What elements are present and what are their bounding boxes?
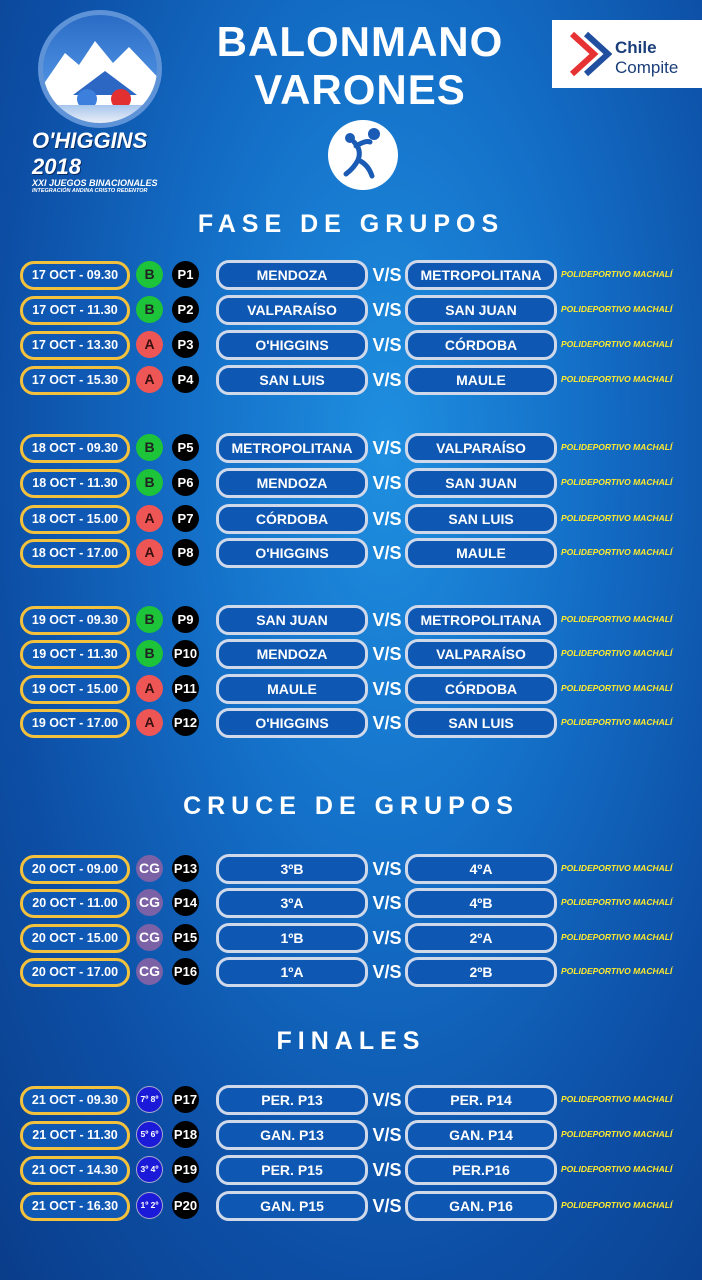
group-badge: A bbox=[136, 539, 163, 566]
match-number-badge: P14 bbox=[172, 889, 199, 916]
group-badge: A bbox=[136, 675, 163, 702]
match-date: 21 OCT - 14.30 bbox=[20, 1156, 130, 1185]
venue-label: POLIDEPORTIVO MACHALÍ bbox=[561, 374, 673, 384]
match-date: 19 OCT - 09.30 bbox=[20, 606, 130, 635]
home-team: GAN. P13 bbox=[216, 1120, 368, 1150]
match-row bbox=[0, 922, 702, 952]
versus-label: V/S bbox=[372, 335, 402, 355]
group-badge: 5º 6º bbox=[136, 1121, 163, 1148]
match-row bbox=[0, 1190, 702, 1220]
group-badge: A bbox=[136, 709, 163, 736]
section-title-finales: FINALES bbox=[276, 1027, 426, 1055]
match-row bbox=[0, 259, 702, 289]
versus-label: V/S bbox=[372, 644, 402, 664]
match-row bbox=[0, 638, 702, 668]
match-date: 20 OCT - 17.00 bbox=[20, 958, 130, 987]
venue-label: POLIDEPORTIVO MACHALÍ bbox=[561, 269, 673, 279]
home-team: MENDOZA bbox=[216, 639, 368, 669]
match-number-badge: P4 bbox=[172, 366, 199, 393]
match-row bbox=[0, 853, 702, 883]
venue-label: POLIDEPORTIVO MACHALÍ bbox=[561, 717, 673, 727]
venue-label: POLIDEPORTIVO MACHALÍ bbox=[561, 304, 673, 314]
versus-label: V/S bbox=[372, 1160, 402, 1180]
match-row bbox=[0, 329, 702, 359]
away-team: GAN. P16 bbox=[405, 1191, 557, 1221]
match-row bbox=[0, 364, 702, 394]
match-number-badge: P11 bbox=[172, 675, 199, 702]
group-badge: CG bbox=[136, 924, 163, 951]
home-team: 1ºB bbox=[216, 923, 368, 953]
venue-label: POLIDEPORTIVO MACHALÍ bbox=[561, 932, 673, 942]
group-badge: CG bbox=[136, 958, 163, 985]
match-row bbox=[0, 432, 702, 462]
match-number-badge: P5 bbox=[172, 434, 199, 461]
group-badge: 3º 4º bbox=[136, 1156, 163, 1183]
home-team: O'HIGGINS bbox=[216, 330, 368, 360]
venue-label: POLIDEPORTIVO MACHALÍ bbox=[561, 648, 673, 658]
group-badge: B bbox=[136, 261, 163, 288]
venue-label: POLIDEPORTIVO MACHALÍ bbox=[561, 513, 673, 523]
home-team: PER. P13 bbox=[216, 1085, 368, 1115]
versus-label: V/S bbox=[372, 370, 402, 390]
versus-label: V/S bbox=[372, 962, 402, 982]
group-badge: B bbox=[136, 606, 163, 633]
versus-label: V/S bbox=[372, 509, 402, 529]
versus-label: V/S bbox=[372, 438, 402, 458]
match-number-badge: P19 bbox=[172, 1156, 199, 1183]
logo-text-chile: Chile bbox=[615, 38, 657, 57]
group-badge: B bbox=[136, 640, 163, 667]
away-team: PER.P16 bbox=[405, 1155, 557, 1185]
match-date: 19 OCT - 17.00 bbox=[20, 709, 130, 738]
match-number-badge: P6 bbox=[172, 469, 199, 496]
match-date: 20 OCT - 15.00 bbox=[20, 924, 130, 953]
away-team: CÓRDOBA bbox=[405, 330, 557, 360]
venue-label: POLIDEPORTIVO MACHALÍ bbox=[561, 547, 673, 557]
away-team: SAN LUIS bbox=[405, 504, 557, 534]
match-number-badge: P8 bbox=[172, 539, 199, 566]
venue-label: POLIDEPORTIVO MACHALÍ bbox=[561, 897, 673, 907]
away-team: VALPARAÍSO bbox=[405, 433, 557, 463]
event-logo bbox=[32, 8, 182, 194]
page-title bbox=[200, 18, 520, 114]
match-number-badge: P17 bbox=[172, 1086, 199, 1113]
match-date: 21 OCT - 11.30 bbox=[20, 1121, 130, 1150]
match-date: 19 OCT - 15.00 bbox=[20, 675, 130, 704]
logo-tagline: INTEGRACIÓN ANDINA CRISTO REDENTOR bbox=[32, 188, 148, 194]
group-badge: CG bbox=[136, 889, 163, 916]
match-date: 21 OCT - 09.30 bbox=[20, 1086, 130, 1115]
away-team: SAN LUIS bbox=[405, 708, 557, 738]
home-team: GAN. P15 bbox=[216, 1191, 368, 1221]
away-team: MAULE bbox=[405, 538, 557, 568]
venue-label: POLIDEPORTIVO MACHALÍ bbox=[561, 683, 673, 693]
versus-label: V/S bbox=[372, 1125, 402, 1145]
group-badge: A bbox=[136, 366, 163, 393]
section-title-fase: FASE DE GRUPOS bbox=[197, 210, 505, 238]
home-team: SAN JUAN bbox=[216, 605, 368, 635]
match-date: 20 OCT - 09.00 bbox=[20, 855, 130, 884]
away-team: SAN JUAN bbox=[405, 295, 557, 325]
match-row bbox=[0, 294, 702, 324]
home-team: CÓRDOBA bbox=[216, 504, 368, 534]
chevron-logo-icon bbox=[566, 30, 612, 78]
versus-label: V/S bbox=[372, 610, 402, 630]
match-date: 18 OCT - 17.00 bbox=[20, 539, 130, 568]
versus-label: V/S bbox=[372, 679, 402, 699]
versus-label: V/S bbox=[372, 265, 402, 285]
home-team: 3ºB bbox=[216, 854, 368, 884]
group-badge: A bbox=[136, 331, 163, 358]
match-row bbox=[0, 537, 702, 567]
versus-label: V/S bbox=[372, 300, 402, 320]
home-team: O'HIGGINS bbox=[216, 708, 368, 738]
logo-emblem bbox=[38, 10, 162, 128]
match-number-badge: P9 bbox=[172, 606, 199, 633]
home-team: METROPOLITANA bbox=[216, 433, 368, 463]
away-team: GAN. P14 bbox=[405, 1120, 557, 1150]
away-team: METROPOLITANA bbox=[405, 605, 557, 635]
logo-text-compite: Compite bbox=[615, 58, 679, 77]
away-team: 2ºA bbox=[405, 923, 557, 953]
mountain-icon bbox=[43, 35, 162, 105]
match-number-badge: P13 bbox=[172, 855, 199, 882]
chile-compite-logo bbox=[552, 20, 702, 88]
away-team: 4ºB bbox=[405, 888, 557, 918]
title-line-1: BALONMANO bbox=[216, 18, 504, 65]
match-row bbox=[0, 604, 702, 634]
match-date: 19 OCT - 11.30 bbox=[20, 640, 130, 669]
venue-label: POLIDEPORTIVO MACHALÍ bbox=[561, 442, 673, 452]
match-date: 17 OCT - 15.30 bbox=[20, 366, 130, 395]
group-badge: 7º 8º bbox=[136, 1086, 163, 1113]
match-date: 18 OCT - 09.30 bbox=[20, 434, 130, 463]
versus-label: V/S bbox=[372, 1090, 402, 1110]
home-team: 3ºA bbox=[216, 888, 368, 918]
match-number-badge: P1 bbox=[172, 261, 199, 288]
match-number-badge: P15 bbox=[172, 924, 199, 951]
venue-label: POLIDEPORTIVO MACHALÍ bbox=[561, 966, 673, 976]
match-number-badge: P20 bbox=[172, 1192, 199, 1219]
group-badge: CG bbox=[136, 855, 163, 882]
match-date: 17 OCT - 09.30 bbox=[20, 261, 130, 290]
away-team: METROPOLITANA bbox=[405, 260, 557, 290]
logo-subtitle: XXI JUEGOS BINACIONALES bbox=[32, 178, 158, 188]
match-row bbox=[0, 467, 702, 497]
match-date: 18 OCT - 11.30 bbox=[20, 469, 130, 498]
match-number-badge: P7 bbox=[172, 505, 199, 532]
match-number-badge: P16 bbox=[172, 958, 199, 985]
match-row bbox=[0, 673, 702, 703]
match-row bbox=[0, 887, 702, 917]
match-row bbox=[0, 1119, 702, 1149]
away-team: VALPARAÍSO bbox=[405, 639, 557, 669]
match-number-badge: P3 bbox=[172, 331, 199, 358]
away-team: MAULE bbox=[405, 365, 557, 395]
group-badge: B bbox=[136, 434, 163, 461]
match-number-badge: P12 bbox=[172, 709, 199, 736]
versus-label: V/S bbox=[372, 1196, 402, 1216]
venue-label: POLIDEPORTIVO MACHALÍ bbox=[561, 863, 673, 873]
group-badge: B bbox=[136, 469, 163, 496]
venue-label: POLIDEPORTIVO MACHALÍ bbox=[561, 1164, 673, 1174]
match-date: 21 OCT - 16.30 bbox=[20, 1192, 130, 1221]
group-badge: B bbox=[136, 296, 163, 323]
versus-label: V/S bbox=[372, 928, 402, 948]
match-row bbox=[0, 1154, 702, 1184]
venue-label: POLIDEPORTIVO MACHALÍ bbox=[561, 1129, 673, 1139]
versus-label: V/S bbox=[372, 543, 402, 563]
venue-label: POLIDEPORTIVO MACHALÍ bbox=[561, 614, 673, 624]
logo-year: O'HIGGINS 2018 bbox=[32, 128, 148, 179]
home-team: SAN LUIS bbox=[216, 365, 368, 395]
venue-label: POLIDEPORTIVO MACHALÍ bbox=[561, 477, 673, 487]
away-team: 2ºB bbox=[405, 957, 557, 987]
home-team: MENDOZA bbox=[216, 260, 368, 290]
match-date: 17 OCT - 13.30 bbox=[20, 331, 130, 360]
versus-label: V/S bbox=[372, 473, 402, 493]
match-date: 18 OCT - 15.00 bbox=[20, 505, 130, 534]
away-team: 4ºA bbox=[405, 854, 557, 884]
home-team: PER. P15 bbox=[216, 1155, 368, 1185]
section-title-cruce: CRUCE DE GRUPOS bbox=[183, 792, 519, 820]
match-date: 17 OCT - 11.30 bbox=[20, 296, 130, 325]
away-team: PER. P14 bbox=[405, 1085, 557, 1115]
group-badge: 1º 2º bbox=[136, 1192, 163, 1219]
home-team: MAULE bbox=[216, 674, 368, 704]
versus-label: V/S bbox=[372, 893, 402, 913]
home-team: MENDOZA bbox=[216, 468, 368, 498]
match-row bbox=[0, 707, 702, 737]
away-team: SAN JUAN bbox=[405, 468, 557, 498]
away-team: CÓRDOBA bbox=[405, 674, 557, 704]
match-number-badge: P18 bbox=[172, 1121, 199, 1148]
match-date: 20 OCT - 11.00 bbox=[20, 889, 130, 918]
match-row bbox=[0, 503, 702, 533]
group-badge: A bbox=[136, 505, 163, 532]
venue-label: POLIDEPORTIVO MACHALÍ bbox=[561, 1094, 673, 1104]
venue-label: POLIDEPORTIVO MACHALÍ bbox=[561, 339, 673, 349]
match-number-badge: P10 bbox=[172, 640, 199, 667]
venue-label: POLIDEPORTIVO MACHALÍ bbox=[561, 1200, 673, 1210]
match-number-badge: P2 bbox=[172, 296, 199, 323]
handball-icon bbox=[328, 120, 398, 190]
title-line-2: VARONES bbox=[254, 66, 466, 113]
home-team: O'HIGGINS bbox=[216, 538, 368, 568]
home-team: VALPARAÍSO bbox=[216, 295, 368, 325]
versus-label: V/S bbox=[372, 713, 402, 733]
versus-label: V/S bbox=[372, 859, 402, 879]
home-team: 1ºA bbox=[216, 957, 368, 987]
match-row bbox=[0, 956, 702, 986]
match-row bbox=[0, 1084, 702, 1114]
